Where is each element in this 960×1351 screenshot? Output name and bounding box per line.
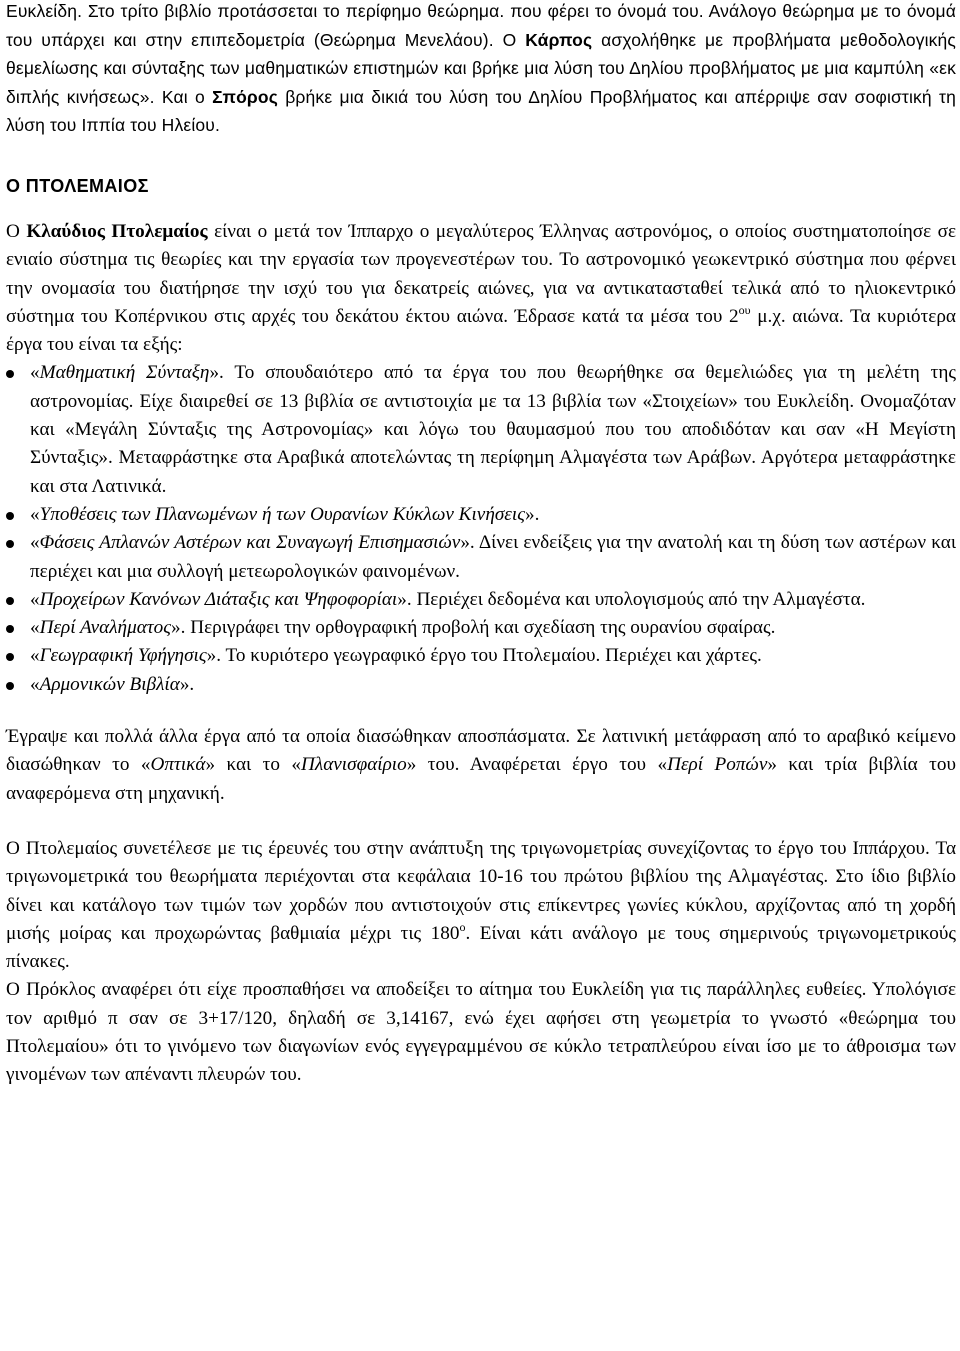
list-item	[6, 529, 956, 586]
trig-text-a: Ο Πτολεμαίος συνετέλεσε με τις έρευνές του στην ανάπτυξη της τριγωνομετρίας συνεχίζοντας το έργο του Ιππάρχου. Τα τριγωνομετρικά του θεωρήματα περιέχονται στα κεφάλαια 10-16 του πρώτου βιβλίου της Αλμαγέστας. Στο ίδιο βιβλίο δίνει και κατάλογο των τιμών των χορδών που αντιστοιχούν στις επίκεντρες γωνίες κύκλου, αρχίζοντας από τη χορδή μισής μοίρας και προχωρώντας βαθμιαία μέχρι τις 180	[6, 837, 956, 944]
list-item	[6, 671, 956, 699]
trigonometry-paragraph	[6, 835, 956, 976]
work-description: Περιγράφει την ορθογραφική προβολή και σχεδίαση της ουρανίου σφαίρας.	[185, 617, 776, 639]
quote-open: «	[30, 362, 40, 384]
quote-open: «	[30, 503, 40, 525]
bullet-icon	[6, 653, 14, 661]
fragments-text-a: Έγραψε και πολλά άλλα έργα από τα οποία διασώθηκαν αποσπάσματα. Σε λατινική μετάφραση από το αραβικό κείμενο διασώθηκαν το «	[6, 726, 956, 776]
work-title: Προχείρων Κανόνων Διάταξις και Ψηφοφορίαι	[39, 588, 398, 610]
bullet-icon	[6, 597, 14, 605]
intro-text-a: Ευκλείδη. Στο τρίτο βιβλίο προτάσσεται το περίφημο θεώρημα. που φέρει το όνομά του. Ανάλογο θεώρημα με το όνομά του υπάρχει και στην επιπεδομετρία (Θεώρημα Μενελάου). Ο	[6, 1, 956, 50]
quote-close: ».	[206, 645, 222, 667]
work-title-optika: Οπτικά	[150, 754, 206, 776]
work-title: Αρμονικών Βιβλία	[39, 673, 180, 695]
list-item	[6, 501, 956, 529]
quote-close: ».	[179, 673, 195, 695]
quote-open: «	[30, 532, 40, 554]
century-superscript: ου	[738, 302, 751, 317]
quote-open: «	[30, 588, 40, 610]
trig-text-b: . Είναι κάτι ανάλογο με τους σημερινούς τριγωνομετρικούς πίνακες.	[6, 922, 956, 973]
list-item	[6, 359, 956, 500]
sporos-name: Σπόρος	[212, 86, 278, 107]
fragments-text-b: » και το «	[205, 754, 302, 776]
fragments-text-d: » και τρία βιβλία του αναφερόμενα στη μηχανική.	[6, 754, 956, 804]
work-description: Το κυριότερο γεωγραφικό έργο του Πτολεμαίου. Περιέχει και χάρτες.	[221, 645, 762, 667]
work-description: Το σπουδαιότερο από τα έργα του που θεωρήθηκε σα θεμελιώδες για τη μελέτη της αστρονομίας. Είχε διαιρεθεί σε 13 βιβλία σε αντιστοιχία με τα 13 βιβλία των «Στοιχείων» του Ευκλείδη. Ονομαζόταν και «Μεγάλη Σύνταξις της Αστρονομίας» και λόγω του θαυμασμού που του αποδιδόταν και σαν «Η Μεγίστη Σύνταξις». Μεταφράστηκε στα Αραβικά αποτελώντας τη περίφημη Αλμαγέστα των Αράβων. Αργότερα μεταφράστηκε και στα Λατινικά.	[30, 362, 956, 497]
work-title: Φάσεις Απλανών Αστέρων και Συναγωγή Επισημασιών	[39, 532, 461, 554]
bullet-icon	[6, 512, 14, 520]
intro-text-c: βρήκε μια δικιά του λύση του Δηλίου Προβλήματος και απέρριψε σαν σοφιστική τη λύση του Ιππία του Ηλείου.	[6, 86, 956, 136]
quote-close: ».	[397, 588, 412, 610]
list-item	[6, 614, 956, 642]
work-title: Μαθηματική Σύνταξη	[39, 362, 210, 384]
quote-open: «	[30, 617, 40, 639]
work-description: Περιέχει δεδομένα και υπολογισμούς από την Αλμαγέστα.	[411, 588, 866, 610]
quote-open: «	[30, 673, 40, 695]
work-title: Γεωγραφική Υφήγησις	[39, 645, 207, 667]
quote-close: ».	[524, 503, 540, 525]
works-list	[6, 359, 956, 699]
ptolemy-text-a: Ο	[6, 220, 27, 242]
fragments-text-c: » του. Αναφέρεται έργο του «	[406, 754, 668, 776]
proclus-paragraph: Ο Πρόκλος αναφέρει ότι είχε προσπαθήσει να αποδείξει το αίτημα του Ευκλείδη για τις παράλληλες ευθείες. Υπολόγισε τον αριθμό π σαν σε 3+17/120, δηλαδή σε 3,14167, ενώ έχει αφήσει στη γεωμετρία το γνωστό «θεώρημα του Πτολεμαίου» ότι το γινόμενο των διαγωνίων ενός εγγεγραμμένου σε κύκλο τετραπλεύρου είναι ίσο με το άθροισμα των γινομένων των απέναντι πλευρών του.	[6, 979, 956, 1086]
degree-superscript: ο	[459, 919, 466, 934]
quote-close: ».	[209, 362, 224, 384]
ptolemy-text-b: είναι ο μετά τον Ίππαρχο ο μεγαλύτερος Έλληνας αστρονόμος, ο οποίος συστηματοποίησε σε ενιαίο σύστημα τις θεωρίες και την εργασία των προγενεστέρων του. Το αστρονομικό γεωκεντρικό σύστημα που φέρνει την ονομασία του διατήρησε την ισχύ του για δεκατρείς αιώνες, για να αντικατασταθεί τελικά από το ηλιοκεντρικό σύστημα του Κοπέρνικου στις αρχές του δεκάτου έκτου αιώνα. Έδρασε κατά τα μέσα του 2	[6, 220, 956, 327]
fragments-paragraph	[6, 723, 956, 808]
work-description: Δίνει ενδείξεις για την ανατολή και τη δύση των αστέρων και περιέχει και μια συλλογή μετεωρολογικών φαινομένων.	[30, 532, 956, 582]
bullet-icon	[6, 540, 14, 548]
ptolemy-text-c: μ.χ. αιώνα. Τα κυριότερα έργα του είναι τα εξής:	[6, 305, 956, 356]
bullet-icon	[6, 625, 14, 633]
work-title-planisfairio: Πλανισφαίριο	[301, 754, 407, 776]
quote-open: «	[30, 645, 40, 667]
section-heading: Ο ΠΤΟΛΕΜΑΙΟΣ	[6, 175, 149, 196]
bullet-icon	[6, 370, 14, 378]
ptolemy-paragraph	[6, 218, 956, 359]
ptolemy-name: Κλαύδιος Πτολεμαίος	[26, 220, 208, 242]
intro-text-b: ασχολήθηκε με προβλήματα μεθοδολογικής θεμελίωσης και σύνταξης των μαθηματικών επιστημών και βρήκε μια λύση του Δηλίου προβλήματος με μια καμπύλη «εκ διπλής κινήσεως». Και ο	[6, 29, 956, 107]
work-title: Υποθέσεις των Πλανωμένων ή των Ουρανίων Κύκλων Κινήσεις	[39, 503, 525, 525]
quote-close: ».	[460, 532, 475, 554]
quote-close: ».	[171, 617, 186, 639]
list-item	[6, 586, 956, 614]
work-title-peri-ropon: Περί Ροπών	[667, 754, 768, 776]
karpos-name: Κάρπος	[525, 29, 593, 50]
intro-paragraph	[6, 0, 956, 140]
list-item	[6, 642, 956, 670]
work-title: Περί Αναλήματος	[39, 617, 172, 639]
document-page	[6, 0, 956, 1090]
bullet-icon	[6, 682, 14, 690]
